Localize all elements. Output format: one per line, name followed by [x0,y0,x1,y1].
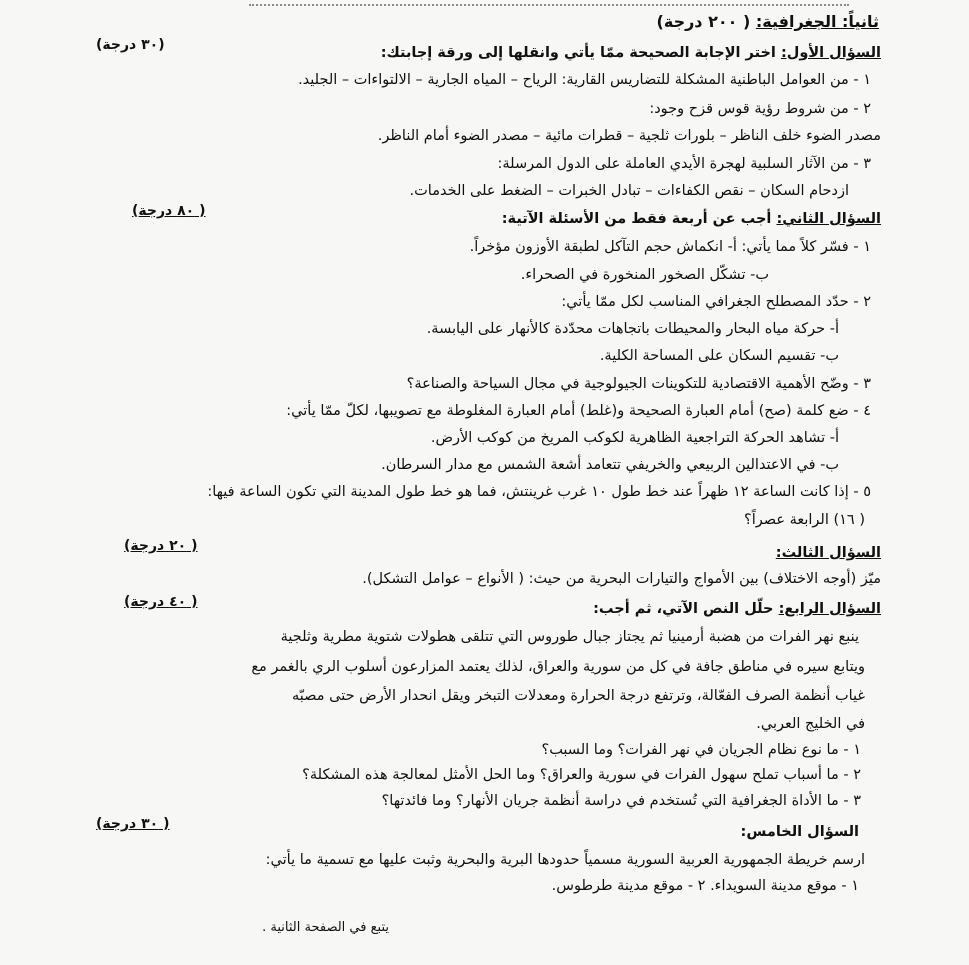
q2-item-2b: ب- تقسيم السكان على المساحة الكلية. [599,348,839,364]
q5-items: ١ - موقع مدينة السويداء. ٢ - موقع مدينة طرطوس. [551,878,859,894]
q3-text: ميّز (أوجه الاختلاف) بين الأمواج والتيارات البحرية من حيث: ( الأنواع – عوامل التشكل). [362,571,881,587]
q2-item-5: ٥ - إذا كانت الساعة ١٢ ظهراً عند خط طول ١٠ غرب غرينتش، فما هو خط طول المدينة التي تكون الساعة فيها: [207,484,871,500]
q2-instruction: أجب عن أربعة فقط من الأسئلة الآتية: [501,211,772,227]
q2-item-5-detail: ( ١٦) الرابعة عصراً؟ [744,512,865,528]
q5-title: السؤال الخامس: [740,824,859,840]
q2-marks: ( ٨٠ درجة) [132,203,206,219]
q3-title: السؤال الثالث: [775,545,881,561]
q4-passage-line-3: غياب أنظمة الصرف الفعّالة، وترتفع درجة الحرارة ومعدلات التبخر ويقل انحدار الأرض حتى مصبّه [292,688,865,704]
section-header [657,12,879,32]
q5-text: ارسم خريطة الجمهورية العربية السورية مسمياً حدودها البرية والبحرية وثبت عليها مع تسمية ما يأتي: [265,852,865,868]
section-total-marks: ( ٢٠٠ درجة) [656,12,751,31]
q4-question-3: ٣ - ما الأداة الجغرافية التي تُستخدم في دراسة أنظمة جريان الأنهار؟ وما فائدتها؟ [381,793,861,809]
cropped-previous-line [249,0,849,6]
page-continued-note: يتبع في الصفحة الثانية . [262,920,389,935]
q5-marks: ( ٣٠ درجة) [96,816,170,832]
q2-item-3: ٣ - وضّح الأهمية الاقتصادية للتكوينات الجيولوجية في مجال السياحة والصناعة؟ [406,376,871,392]
q4-passage-line-4: في الخليج العربي. [756,716,865,732]
q2-item-4: ٤ - ضع كلمة (صح) أمام العبارة الصحيحة و(غلط) أمام العبارة المغلوطة مع تصويبها، لكلّ ممّا يأتي: [286,403,871,419]
q4-question-1: ١ - ما نوع نظام الجريان في نهر الفرات؟ وما السبب؟ [541,742,861,758]
q4-instruction: حلّل النص الآتي، ثم أجب: [593,601,774,617]
q1-title: السؤال الأول: [780,45,881,61]
q2-item-2a: أ- حركة مياه البحار والمحيطات باتجاهات محدّدة كالأنهار على اليابسة. [426,321,839,337]
q4-header [593,599,881,619]
q4-marks: ( ٤٠ درجة) [124,594,198,610]
q2-item-4a: أ- تشاهد الحركة التراجعية الظاهرية لكوكب المريخ من كوكب الأرض. [430,430,839,446]
q4-passage-line-1: ينبع نهر الفرات من هضبة أرمينيا ثم يجتاز جبال طوروس التي تتلقى هطولات شتوية مطرية وثلجية [280,629,859,645]
q1-item-2-options: مصدر الضوء خلف الناظر – بلورات ثلجية – قطرات مائية – مصدر الضوء أمام الناظر. [377,128,881,144]
q4-passage-line-2: ويتابع سيره في مناطق جافة في كل من سورية والعراق، لذلك يعتمد المزارعون أسلوب الري بالغمر مع [251,659,865,675]
section-title: ثانياً: الجغرافية: [755,12,879,31]
q1-instruction: اختر الإجابة الصحيحة ممّا يأتي وانقلها إلى ورقة إجابتك: [380,45,776,61]
q2-item-2: ٢ - حدّد المصطلح الجغرافي المناسب لكل ممّا يأتي: [561,294,871,310]
q2-header [502,209,881,229]
q1-item-3-options: ازدحام السكان – نقص الكفاءات – تبادل الخبرات – الضغط على الخدمات. [409,183,849,199]
q2-item-1: ١ - فسّر كلاً مما يأتي: أ- انكماش حجم التآكل لطبقة الأوزون مؤخراً. [469,239,871,255]
q2-item-1b: ب- تشكّل الصخور المنخورة في الصحراء. [520,267,769,283]
q4-title: السؤال الرابع: [778,601,881,617]
q4-question-2: ٢ - ما أسباب تملح سهول الفرات في سورية والعراق؟ وما الحل الأمثل لمعالجة هذه المشكلة؟ [302,767,861,783]
q1-item-1: ١ - من العوامل الباطنية المشكلة للتضاريس القارية: الرياح – المياه الجارية – الالتواءات – الجليد. [298,72,871,88]
q2-title: السؤال الثاني: [776,211,881,227]
q1-header [381,43,881,63]
q1-marks: (٣٠ درجة) [96,37,165,53]
q3-marks: ( ٢٠ درجة) [124,538,198,554]
q2-item-4b: ب- في الاعتدالين الربيعي والخريفي تتعامد أشعة الشمس مع مدار السرطان. [381,457,839,473]
q1-item-2: ٢ - من شروط رؤية قوس قزح وجود: [649,101,871,117]
q1-item-3: ٣ - من الآثار السلبية لهجرة الأيدي العاملة على الدول المرسلة: [497,156,871,172]
